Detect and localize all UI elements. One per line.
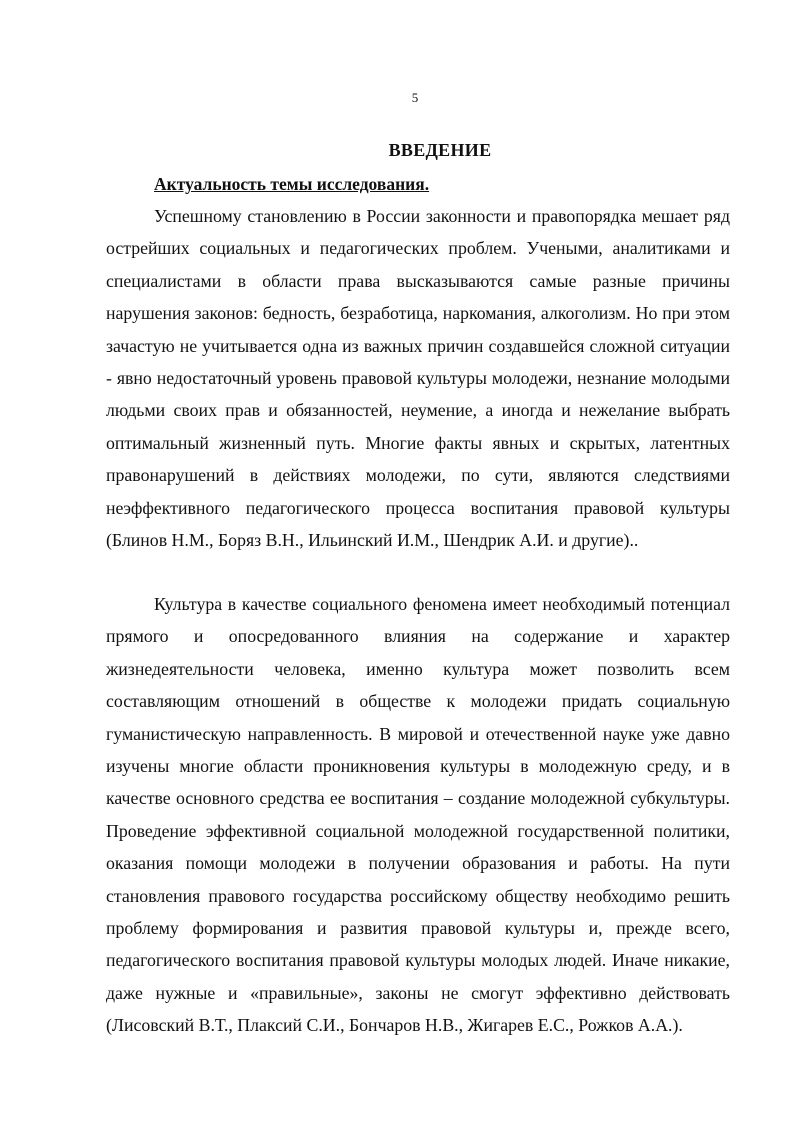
- paragraph: Успешному становлению в России законности и правопорядка мешает ряд острейших социальных и педагогических проблем. Учеными, аналитиками и специалистами в области права высказываются самые разные причины нарушения законов: бедность, безработица, наркомания, алкоголизм. Но при этом зачастую не учитывается одна из важных причин создавшейся сложной ситуации - явно недостаточный уровень правовой культуры молодежи, незнание молодыми людьми своих прав и обязанностей, неумение, а иногда и нежелание выбрать оптимальный жизненный путь. Многие факты явных и скрытых, латентных правонарушений в действиях молодежи, по сути, являются следствиями неэффективного педагогического процесса воспитания правовой культуры (Блинов Н.М., Боряз В.Н., Ильинский И.М., Шендрик А.И. и другие)..: [106, 206, 730, 551]
- section-subheading: Актуальность темы исследования.: [154, 174, 430, 194]
- section-heading: ВВЕДЕНИЕ: [388, 140, 492, 160]
- paragraph: Культура в качестве социального феномена имеет необходимый потенциал прямого и опосредованного влияния на содержание и характер жизнедеятельности человека, именно культура может позволить всем составляющим отношений в обществе к молодежи придать социальную гуманистическую направленность. В мировой и отечественной науке уже давно изучены многие области проникновения культуры в молодежную среду, и в качестве основного средства ее воспитания – создание молодежной субкультуры. Проведение эффективной социальной молодежной государственной политики, оказания помощи молодежи в получении образования и работы. На пути становления правового государства российскому обществу необходимо решить проблему формирования и развития правовой культуры и, прежде всего, педагогического воспитания правовой культуры молодых людей. Иначе никакие, даже нужные и «правильные», законы не смогут эффективно действовать (Лисовский В.Т., Плаксий С.И., Бончаров Н.В., Жигарев Е.С., Рожков А.А.).: [106, 594, 730, 1036]
- page-number: 5: [411, 90, 419, 105]
